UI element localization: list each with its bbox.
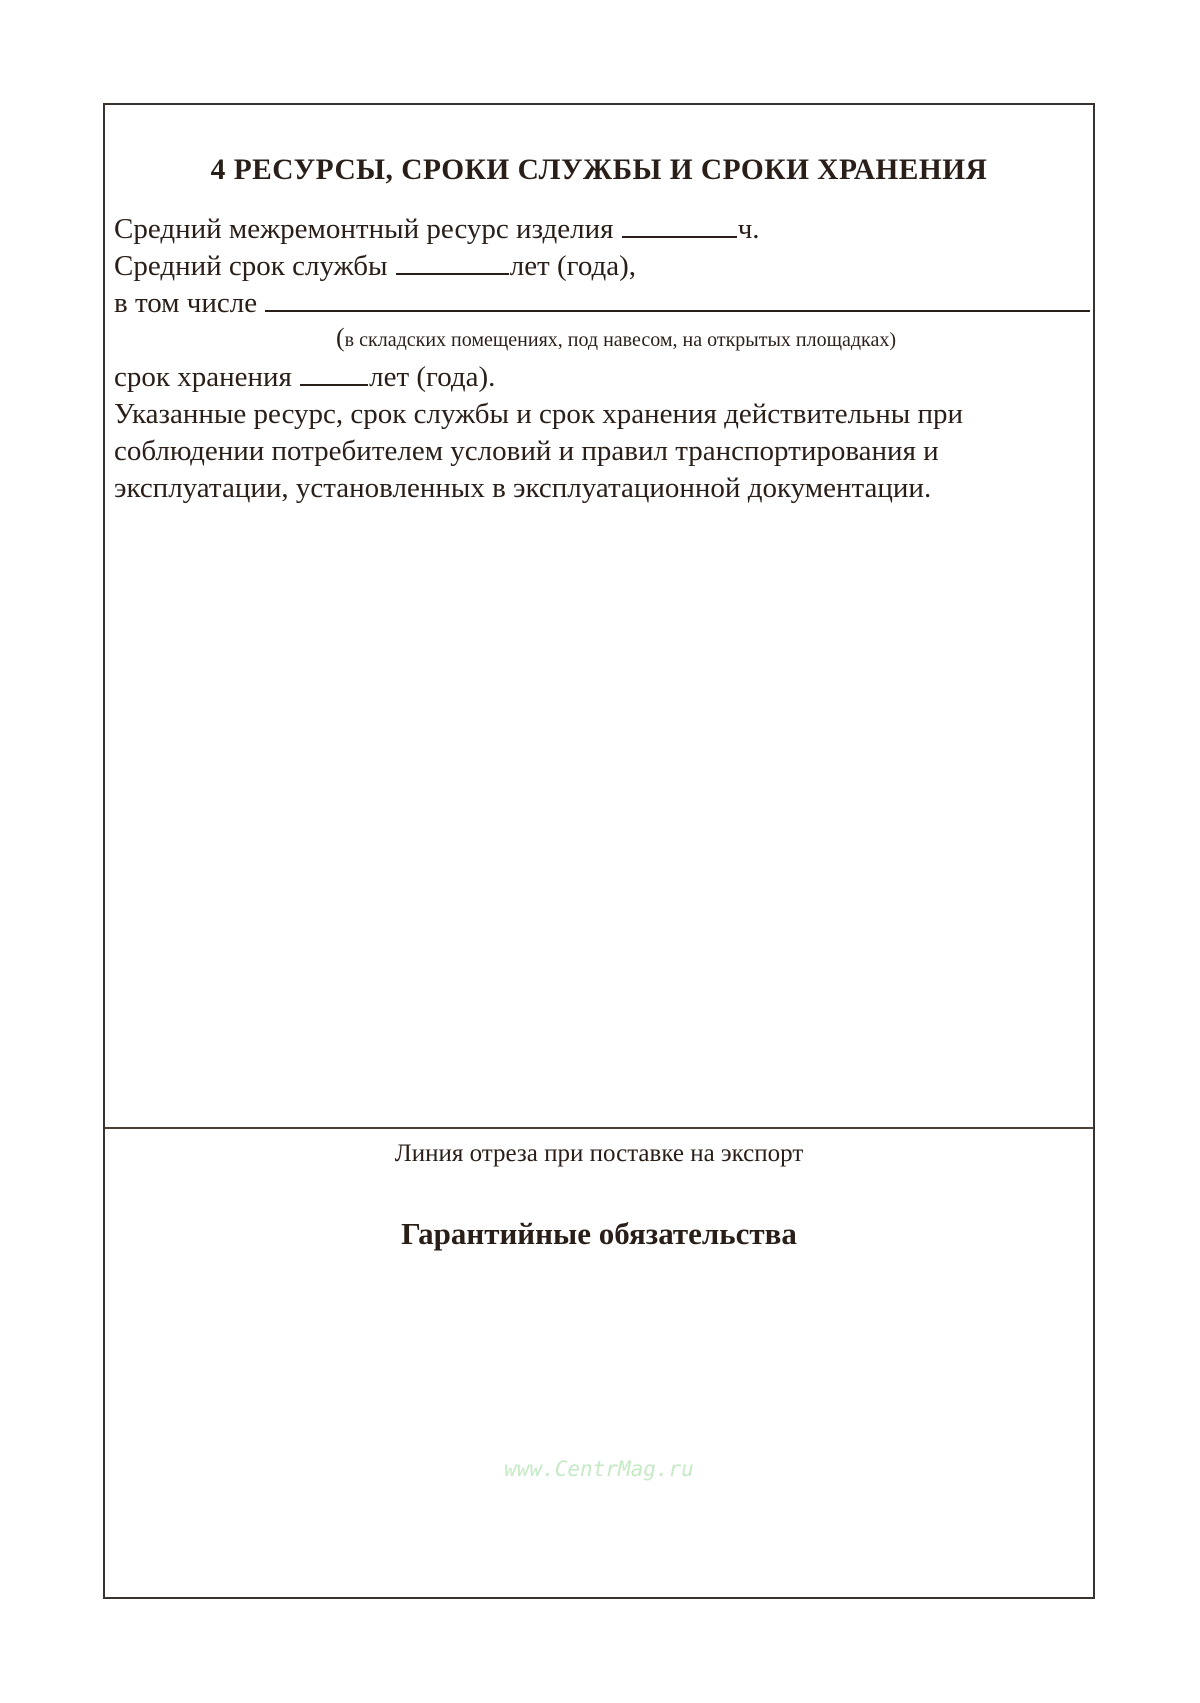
cut-line-divider [105,1127,1093,1129]
hint-text: в складских помещениях, под навесом, на открытых площадках) [344,329,896,351]
storage-period-line [114,361,495,393]
storage-period-label: срок хранения [114,361,292,393]
including-label: в том числе [114,287,258,319]
including-line [114,287,1091,319]
storage-period-unit: лет (года). [369,361,496,393]
warranty-heading: Гарантийные обязательства [401,1216,797,1251]
storage-period-field[interactable] [300,362,368,386]
mtbo-resource-unit: ч. [737,213,760,245]
service-life-field[interactable] [396,251,509,275]
mtbo-resource-line [114,213,760,245]
including-field[interactable] [265,288,1090,312]
service-life-label: Средний срок службы [114,250,388,282]
hint-open-paren: ( [336,323,345,352]
document-frame [103,103,1095,1599]
storage-conditions-hint [336,323,896,352]
section-title: 4 РЕСУРСЫ, СРОКИ СЛУЖБЫ И СРОКИ ХРАНЕНИЯ [210,153,988,186]
cut-line-label: Линия отреза при поставке на экспорт [394,1140,804,1167]
mtbo-resource-field[interactable] [622,214,737,238]
watermark: www.CentrMag.ru [504,1457,694,1481]
paragraph-line: Указанные ресурс, срок службы и срок хранения действительны при [114,398,964,430]
service-life-line [114,250,636,282]
mtbo-resource-label: Средний межремонтный ресурс изделия [114,213,614,245]
service-life-unit: лет (года), [509,250,637,282]
paragraph-line: соблюдении потребителем условий и правил транспортирования и [114,435,939,467]
paragraph-line: эксплуатации, установленных в эксплуатационной документации. [114,472,932,504]
